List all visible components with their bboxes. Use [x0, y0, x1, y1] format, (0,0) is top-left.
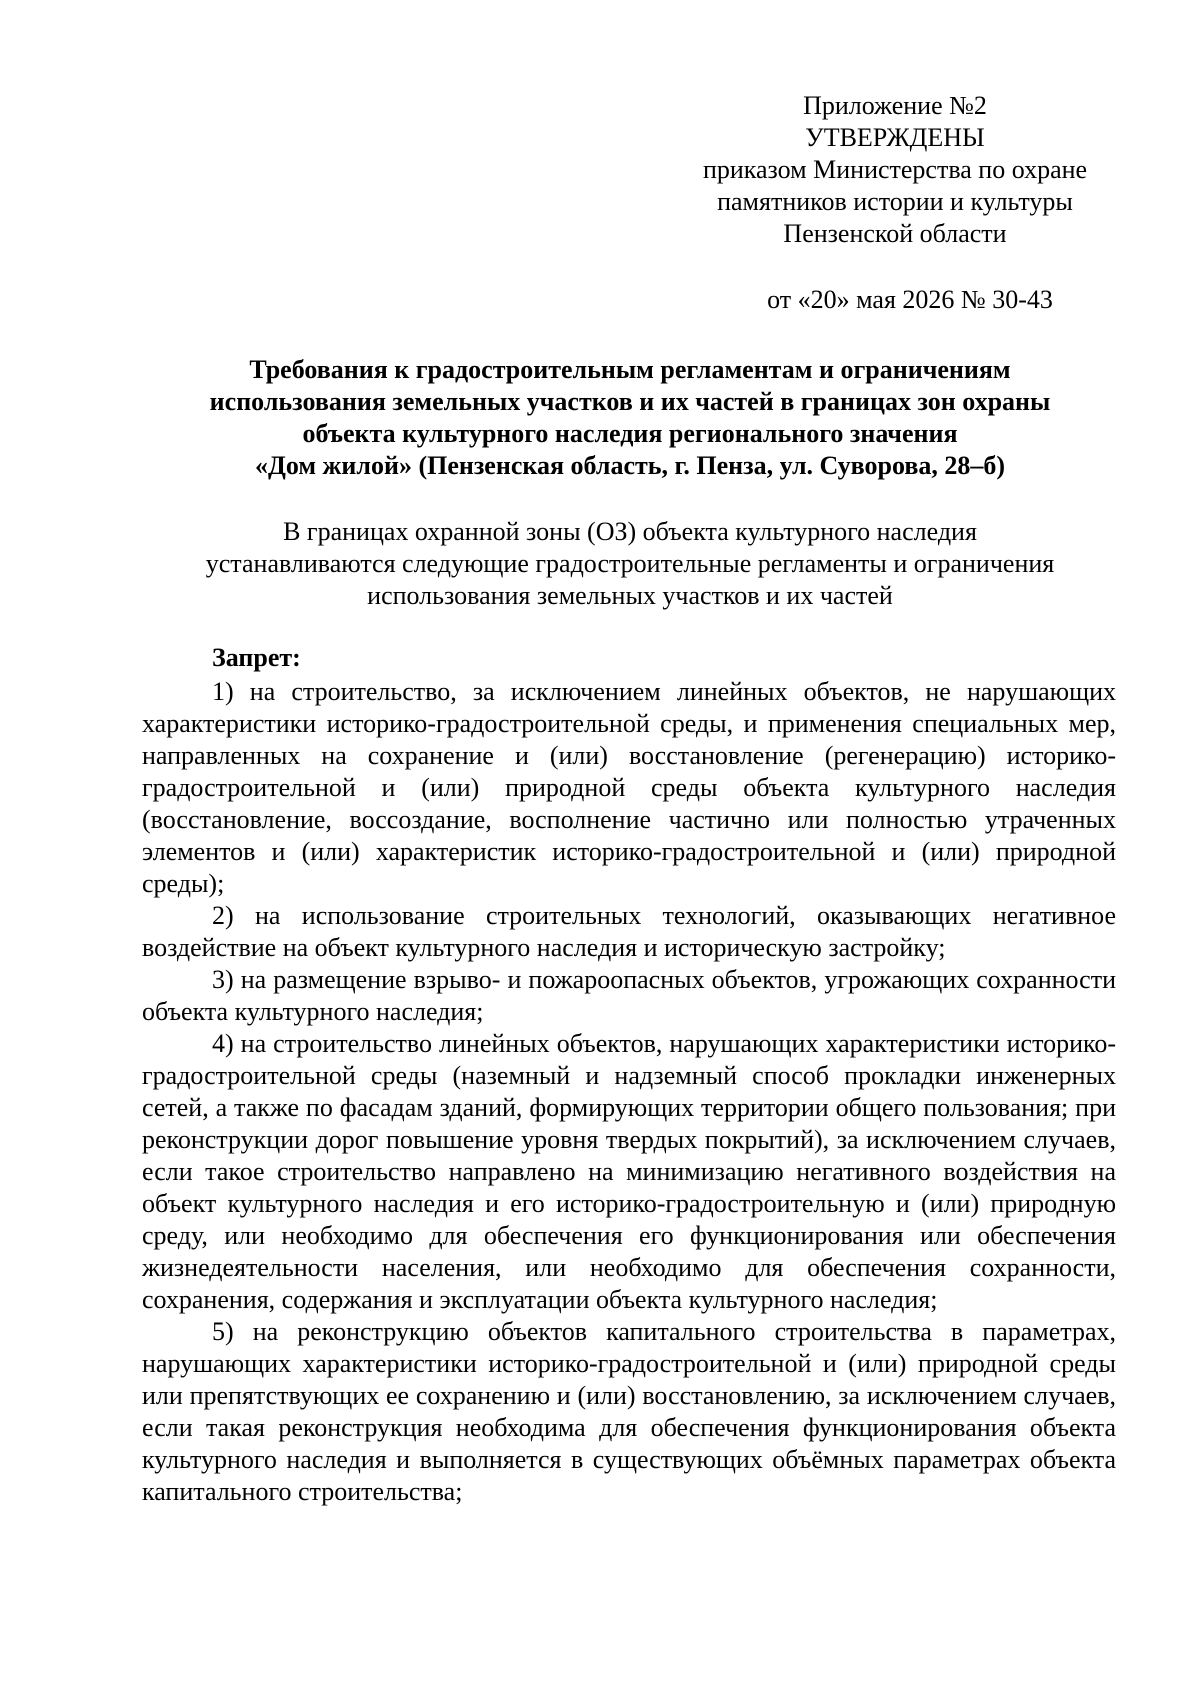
document-title [140, 354, 1120, 482]
ban-item-1: 1) на строительство, за исключением линейных объектов, не нарушающих характеристики историко-градостроительной среды, и применения специальных мер, направленных на сохранение и (или) восстановление (регенерацию) историко-градостроительной и (или) природной среды объекта культурного наследия (восстановление, воссоздание, восполнение частично или полностью утраченных элементов и (или) характеристик историко-градостроительной и (или) природной среды); [142, 677, 1116, 898]
appendix-label: Приложение №2 [803, 91, 987, 120]
ban-item-4: 4) на строительство линейных объектов, нарушающих характеристики историко-градостроительной среды (наземный и надземный способ прокладки инженерных сетей, а также по фасадам зданий, формирующих территории общего пользования; при реконструкции дорог повышение уровня твердых покрытий), за исключением случаев, если такое строительство направлено на минимизацию негативного воздействия на объект культурного наследия и его историко-градостроительную и (или) природную среду, или необходимо для обеспечения его функционирования или обеспечения жизнедеятельности населения, или необходимо для обеспечения сохранности, сохранения, содержания и эксплуатации объекта культурного наследия; [142, 1029, 1116, 1314]
approval-line-1: приказом Министерства по охране [702, 155, 1088, 184]
approval-line-3: Пензенской области [783, 219, 1007, 248]
intro-line-2: устанавливаются следующие градостроительные регламенты и ограничения [205, 549, 1055, 578]
approval-line-2: памятников истории и культуры [717, 187, 1073, 216]
ban-item-3: 3) на размещение взрыво- и пожароопасных объектов, угрожающих сохранности объекта культурного наследия; [142, 965, 1116, 1026]
title-line-2: использования земельных участков и их частей в границах зон охраны [209, 387, 1051, 416]
title-line-1: Требования к градостроительным регламентам и ограничениям [249, 355, 1011, 384]
intro-line-1: В границах охранной зоны (ОЗ) объекта культурного наследия [283, 517, 977, 546]
intro-line-3: использования земельных участков и их частей [367, 581, 893, 610]
title-line-4: «Дом жилой» (Пензенская область, г. Пенза, ул. Суворова, 28–б) [254, 451, 1006, 480]
intro-paragraph [140, 516, 1120, 612]
title-line-3: объекта культурного наследия регионального значения [302, 419, 958, 448]
ban-item-5: 5) на реконструкцию объектов капитального строительства в параметрах, нарушающих характеристики историко-градостроительной и (или) природной среды или препятствующих ее сохранению и (или) восстановлению, за исключением случаев, если такая реконструкция необходима для обеспечения функционирования объекта культурного наследия и выполняется в существующих объёмных параметрах объекта капитального строительства; [142, 1317, 1116, 1506]
ban-heading: Запрет: [212, 643, 301, 672]
ban-list [142, 676, 1116, 1508]
order-date-number: от «20» мая 2026 № 30-43 [767, 285, 1053, 314]
ban-item-2: 2) на использование строительных технологий, оказывающих негативное воздействие на объект культурного наследия и историческую застройку; [142, 901, 1116, 962]
approval-block [680, 90, 1110, 250]
approved-label: УТВЕРЖДЕНЫ [805, 123, 985, 152]
